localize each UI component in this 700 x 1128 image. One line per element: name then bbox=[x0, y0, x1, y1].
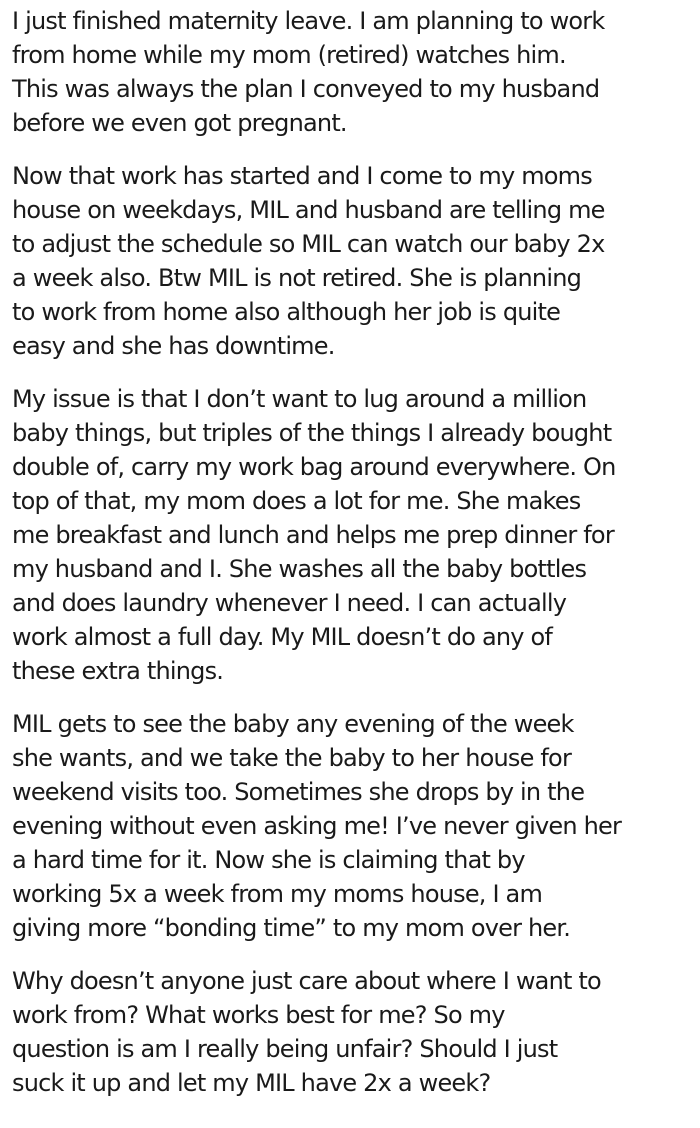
text-line: double of, carry my work bag around everywhere. On bbox=[12, 453, 616, 481]
paragraph-spacer bbox=[12, 363, 694, 382]
text-line: my husband and I. She washes all the baby bottles bbox=[12, 555, 587, 583]
paragraph-3 bbox=[12, 382, 694, 688]
text-line: giving more “bonding time” to my mom over her. bbox=[12, 914, 571, 942]
text-line: to work from home also although her job is quite bbox=[12, 298, 561, 326]
text-line: This was always the plan I conveyed to my husband bbox=[12, 75, 600, 103]
text-line: and does laundry whenever I need. I can actually bbox=[12, 589, 567, 617]
paragraph-4 bbox=[12, 707, 694, 945]
text-line: easy and she has downtime. bbox=[12, 332, 335, 360]
text-line: a hard time for it. Now she is claiming that by bbox=[12, 846, 525, 874]
text-line: suck it up and let my MIL have 2x a week? bbox=[12, 1069, 491, 1097]
text-line: Now that work has started and I come to my moms bbox=[12, 162, 592, 190]
text-line: working 5x a week from my moms house, I am bbox=[12, 880, 543, 908]
text-line: My issue is that I don’t want to lug around a million bbox=[12, 385, 587, 413]
text-line: before we even got pregnant. bbox=[12, 109, 347, 137]
paragraph-spacer bbox=[12, 688, 694, 707]
paragraph-spacer bbox=[12, 140, 694, 159]
text-line: to adjust the schedule so MIL can watch our baby 2x bbox=[12, 230, 605, 258]
text-line: I just finished maternity leave. I am planning to work bbox=[12, 7, 605, 35]
text-line: baby things, but triples of the things I already bought bbox=[12, 419, 612, 447]
text-line: evening without even asking me! I’ve never given her bbox=[12, 812, 622, 840]
text-line: weekend visits too. Sometimes she drops by in the bbox=[12, 778, 585, 806]
text-line: work almost a full day. My MIL doesn’t do any of bbox=[12, 623, 553, 651]
paragraph-1 bbox=[12, 4, 694, 140]
text-line: work from? What works best for me? So my bbox=[12, 1001, 505, 1029]
text-line: house on weekdays, MIL and husband are telling me bbox=[12, 196, 605, 224]
text-line: Why doesn’t anyone just care about where I want to bbox=[12, 967, 601, 995]
text-line: these extra things. bbox=[12, 657, 224, 685]
text-line: from home while my mom (retired) watches him. bbox=[12, 41, 566, 69]
text-line: top of that, my mom does a lot for me. She makes bbox=[12, 487, 581, 515]
text-line: me breakfast and lunch and helps me prep dinner for bbox=[12, 521, 614, 549]
text-line: MIL gets to see the baby any evening of the week bbox=[12, 710, 574, 738]
text-line: she wants, and we take the baby to her house for bbox=[12, 744, 572, 772]
text-line: question is am I really being unfair? Should I just bbox=[12, 1035, 558, 1063]
paragraph-spacer bbox=[12, 945, 694, 964]
paragraph-2 bbox=[12, 159, 694, 363]
text-line: a week also. Btw MIL is not retired. She is planning bbox=[12, 264, 582, 292]
paragraph-5 bbox=[12, 964, 694, 1100]
